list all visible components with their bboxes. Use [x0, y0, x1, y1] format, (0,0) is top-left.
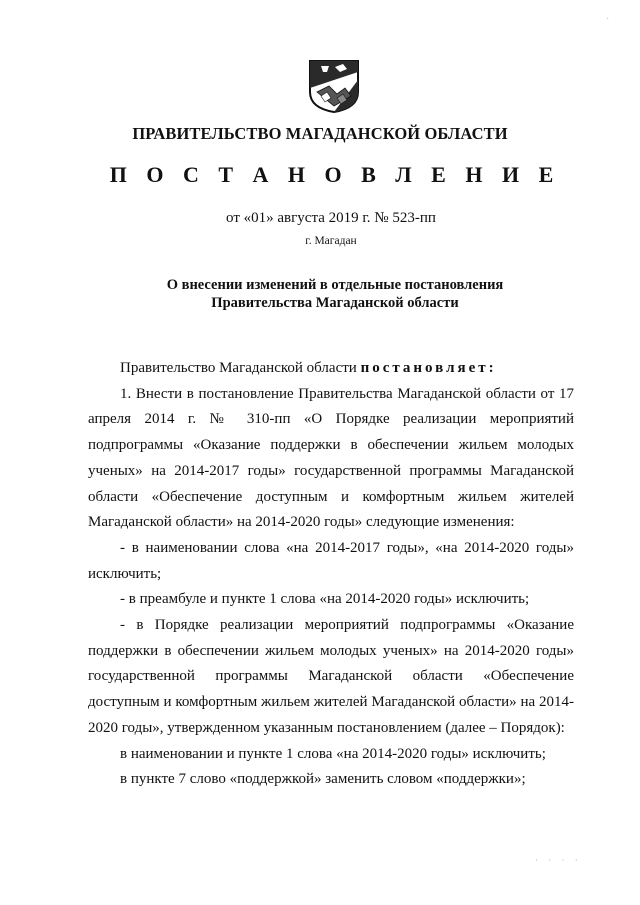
document-date-number: от «01» августа 2019 г. № 523-пп [226, 210, 436, 226]
intro-paragraph [88, 356, 574, 382]
subject-line-2: Правительства Магаданской области [211, 295, 459, 311]
document-city: г. Магадан [305, 235, 357, 247]
paragraph-3: - в преамбуле и пункте 1 слова «на 2014-2020 годы» исключить; [120, 591, 530, 608]
coat-of-arms-icon [307, 58, 361, 114]
paragraph-6: в пункте 7 слово «поддержкой» заменить словом «поддержки»; [120, 771, 526, 788]
paragraph-5: в наименовании и пункте 1 слова «на 2014-2020 годы» исключить; [120, 745, 546, 762]
paragraph-1: 1. Внести в постановление Правительства Магаданской области от 17 апреля 2014 г. № 310-пп «О Порядке реализации мероприятий подпрограммы «Оказание поддержки в обеспечении жильем молодых ученых» на 2014-2017 годы» государственной программы Магаданской области «Обеспечение доступным и комфортным жильем жителей Магаданской области» на 2014-2020 годы» следующие изменения: [88, 385, 574, 531]
document-subject [0, 276, 640, 312]
scan-mark: · [606, 14, 610, 25]
subject-line-1: О внесении изменений в отдельные постановления [166, 277, 504, 293]
government-title: ПРАВИТЕЛЬСТВО МАГАДАНСКОЙ ОБЛАСТИ [132, 124, 508, 143]
document-body [88, 356, 574, 793]
paragraph-4: - в Порядке реализации мероприятий подпрограммы «Оказание поддержки в обеспечении жильем молодых ученых» на 2014-2020 годы» государственной программы Магаданской области «Обеспечение доступным и комфортным жильем жителей Магаданской области» на 2014-2020 годы», утвержденном указанным постановлением (далее – Порядок): [88, 617, 574, 736]
document-type: П О С Т А Н О В Л Е Н И Е [109, 162, 561, 187]
scan-specks: · · · · [535, 855, 582, 865]
intro-colon: : [488, 360, 497, 376]
paragraph-2: - в наименовании слова «на 2014-2017 годы», «на 2014-2020 годы» исключить; [88, 539, 574, 582]
intro-verb: постановляет [360, 360, 489, 376]
intro-prefix: Правительство Магаданской области [120, 360, 361, 376]
